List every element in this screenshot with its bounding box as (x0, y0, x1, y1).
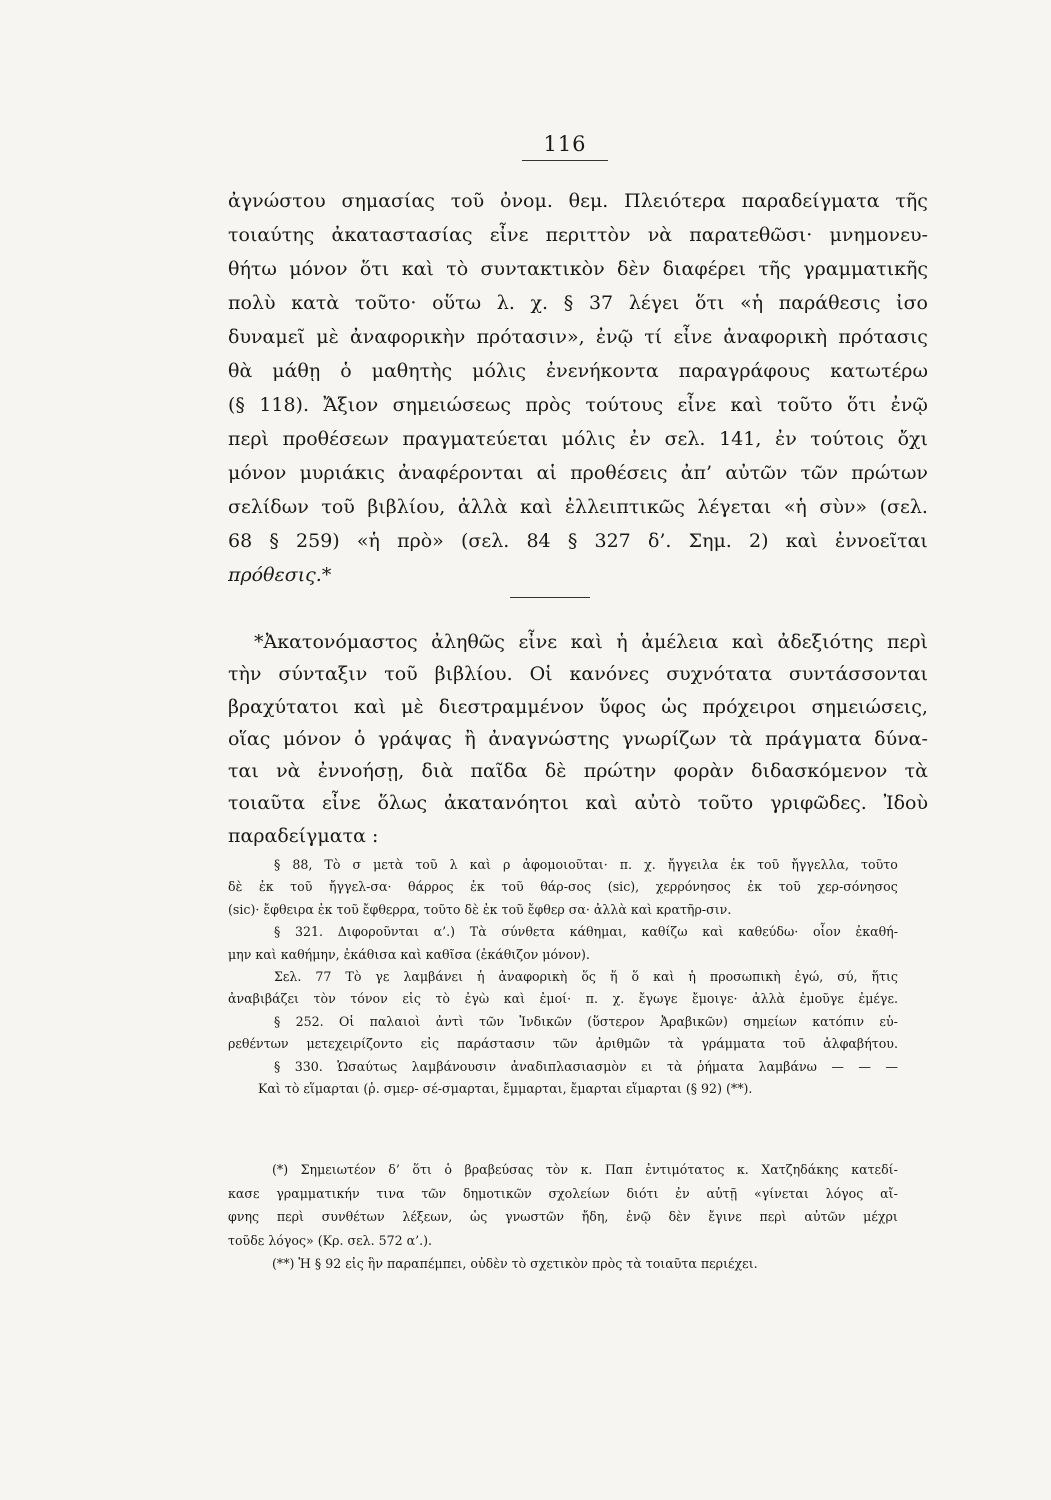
page-number-rule (522, 160, 608, 161)
footnote-line: φνης περὶ συνθέτων λέξεων, ὡς γνωστῶν ἤδη, ἐνῷ δὲν ἔγινε περὶ αὐτῶν μέχρι (228, 1209, 898, 1224)
text-line: (§ 118). Ἄξιον σημειώσεως πρὸς τούτους εἶνε καὶ τοῦτο ὅτι ἐνῷ (228, 394, 928, 416)
note-line: οἵας μόνον ὁ γράψας ἢ ἀναγνώστης γνωρίζων τὰ πράγματα δύνα- (228, 727, 928, 750)
footnote-line: (**) Ἡ § 92 εἰς ἣν παραπέμπει, οὐδὲν τὸ σχετικὸν πρὸς τὰ τοιαῦτα περιέχει. (272, 1256, 758, 1271)
examples-block (228, 854, 898, 1100)
text-line: περὶ προθέσεων πραγματεύεται μόλις ἐν σελ. 141, ἐν τούτοις ὄχι (228, 428, 928, 450)
example-line: Σελ. 77 Τὸ γε λαμβάνει ἡ ἀναφορικὴ ὅς ἥ ὅ καὶ ἡ προσωπικὴ ἐγώ, σύ, ἥτις (274, 968, 898, 984)
text-line: θὰ μάθῃ ὁ μαθητὴς μόλις ἐνενήκοντα παραγράφους κατωτέρω (228, 360, 928, 382)
text-line: πρόθεσις.* (228, 564, 332, 586)
example-line: ἀναβιβάζει τὸν τόνον εἰς τὸ ἐγὼ καὶ ἐμοί· π. χ. ἔγωγε ἔμοιγε· ἀλλὰ ἐμοῦγε ἐμέγε. (228, 991, 898, 1007)
page-number: 116 (543, 132, 587, 156)
text-line: 68 § 259) «ἡ πρὸ» (σελ. 84 § 327 δ’. Σημ. 2) καὶ ἐννοεῖται (228, 530, 928, 552)
example-line: § 321. Διφοροῦνται α’.) Τὰ σύνθετα κάθημαι, καθίζω καὶ καθεύδω· οἷον ἐκαθή- (274, 924, 898, 940)
section-divider (510, 597, 590, 598)
text-line: σελίδων τοῦ βιβλίου, ἀλλὰ καὶ ἐλλειπτικῶς λέγεται «ἡ σὺν» (σελ. (228, 496, 928, 518)
example-line: (sic)· ἔφθειρα ἐκ τοῦ ἔφθερρα, τοῦτο δὲ ἐκ τοῦ ἔφθερ σα· ἀλλὰ καὶ κρατῆρ-σιν. (228, 901, 732, 917)
example-line: δὲ ἐκ τοῦ ἤγγελ-σα· θάρρος ἐκ τοῦ θάρ-σος (sic), χερρόνησος ἐκ τοῦ χερ-σόνησος (228, 879, 898, 895)
main-text (228, 184, 928, 592)
text-line: θήτω μόνον ὅτι καὶ τὸ συντακτικὸν δὲν διαφέρει τῆς γραμματικῆς (228, 258, 928, 280)
example-line: § 88, Τὸ σ μετὰ τοῦ λ καὶ ρ ἀφομοιοῦται· π. χ. ἤγγειλα ἐκ τοῦ ἤγγελλα, τοῦτο (274, 857, 898, 872)
note-line: βραχύτατοι καὶ μὲ διεστραμμένον ὕφος ὡς πρόχειροι σημειώσεις, (228, 695, 928, 718)
example-line: § 330. Ὡσαύτως λαμβάνουσιν ἀναδιπλασιασμὸν ει τὰ ῥήματα λαμβάνω — — — (274, 1058, 898, 1074)
footnotes-block (228, 1158, 898, 1276)
note-line: τὴν σύνταξιν τοῦ βιβλίου. Οἱ κανόνες συχνότατα συντάσσονται (228, 663, 928, 686)
text-line: δυναμεῖ μὲ ἀναφορικὴν πρότασιν», ἐνῷ τί εἶνε ἀναφορικὴ πρότασις (228, 326, 928, 348)
note-line: ται νὰ ἐννοήσῃ, διὰ παῖδα δὲ πρώτην φορὰν διδασκόμενον τὰ (228, 760, 928, 783)
text-line: τοιαύτης ἀκαταστασίας εἶνε περιττὸν νὰ παρατεθῶσι· μνημονευ- (228, 224, 928, 246)
note-line: τοιαῦτα εἶνε ὅλως ἀκατανόητοι καὶ αὐτὸ τοῦτο γριφῶδες. Ἰδοὺ (228, 792, 928, 815)
footnote-line: (*) Σημειωτέον δ’ ὅτι ὁ βραβεύσας τὸν κ. Παπ ἐντιμότατος κ. Χατζηδάκης κατεδί- (272, 1162, 898, 1177)
note-line: παραδείγματα : (228, 824, 379, 847)
note-line: *Ἀκατονόμαστος ἀληθῶς εἶνε καὶ ἡ ἀμέλεια καὶ ἀδεξιότης περὶ (254, 631, 928, 653)
example-line: μην καὶ καθήμην, ἐκάθισα καὶ καθῖσα (ἐκάθιζον μόνον). (228, 946, 590, 962)
text-line: ἀγνώστου σημασίας τοῦ ὀνομ. θεμ. Πλειότερα παραδείγματα τῆς (228, 190, 928, 212)
text-line: μόνον μυριάκις ἀναφέρονται αἱ προθέσεις ἀπ’ αὐτῶν τῶν πρώτων (228, 462, 928, 484)
note-text (228, 626, 928, 852)
example-line: Καὶ τὸ εἵμαρται (ῥ. σμερ- σέ-σμαρται, ἔμμαρται, ἔμαρται εἵμαρται (§ 92) (**). (258, 1080, 753, 1096)
footnote-line: κασε γραμματικήν τινα τῶν δημοτικῶν σχολείων διότι ἐν αὐτῇ «γίνεται λόγος αἴ- (228, 1185, 898, 1201)
example-line: ρεθέντων μετεχειρίζοντο εἰς παράστασιν τῶν ἀριθμῶν τὰ γράμματα τοῦ ἀλφαβήτου. (228, 1036, 898, 1052)
text-line: πολὺ κατὰ τοῦτο· οὕτω λ. χ. § 37 λέγει ὅτι «ἡ παράθεσις ἰσο (228, 292, 928, 314)
footnote-line: τοῦδε λόγος» (Κρ. σελ. 572 α’.). (228, 1232, 433, 1248)
example-line: § 252. Οἱ παλαιοὶ ἀντὶ τῶν Ἰνδικῶν (ὕστερον Ἀραβικῶν) σημείων κατόπιν εὑ- (274, 1013, 898, 1029)
